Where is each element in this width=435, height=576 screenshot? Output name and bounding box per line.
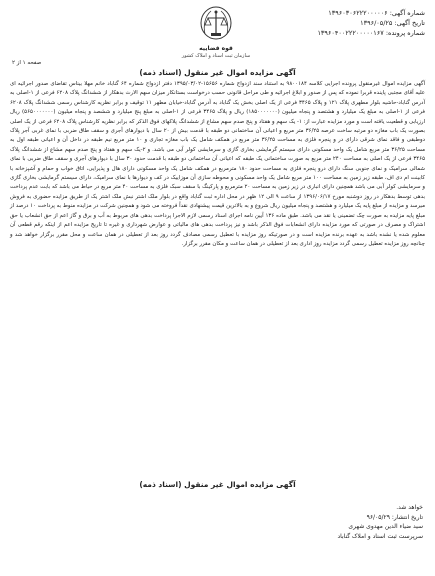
signatory-name: سید ضیاء الدین مهدوی شهری: [348, 523, 423, 530]
publication-date: تاریخ انتشار: ۹۶/۰۵/۲۹: [366, 513, 423, 521]
notice-date: تاریخ آگهی: ۱۳۹۶/۰۵/۲۵: [360, 19, 425, 27]
notice-body: آگهی مزایده اموال غیرمنقول پرونده اجرایی کلاسه ۹۸۰۰۱۸۴ به استناد سند ازدواج شماره ۱۵۶۵۶-۱۳۹۵/۰۳/۰۲ دفتر ازدواج شماره ۶۴ گناباد خانم مهلا بیناس تقاضای صدور اجرائیه ای علیه آقای مجتبی پاینده قربرا نموده که پس از صدور و ابلاغ اجرائیه و طی مراحل قانونی حسب درخواست بستانکار میزان سهم الارث بدهکار از ششدانگ پلاک ۶۲۰۸ فرعی از ۱-اصلی به آدرس گناباد-حاشیه بلوار مطهری پلاک ۱۲۱ و پلاک ۳۴۶۵ فرعی از یک اصلی بخش یک گناباد به آدرس گناباد-خیابان مطهر ۱۱ توقیف و برابر نظریه کارشناس رسمی ششدانگ پلاک ۶۲۰۸ فرعی از ۱-اصلی به مبلغ یک میلیارد و هشتصد و پنجاه میلیون (۱۸۵۰۰۰۰۰۰۰) ریال و پلاک ۳۴۶۵ فرعی از ۱-اصلی به مبلغ پنج میلیارد و ششصد و پنجاه میلیون (۵۶۵۰۰۰۰۰۰۰) ریال ارزیابی و قطعیت یافته است و مورد مزایده عبارت از: ۱- یک سهم و هفتاد و پنج صدم سهم مشاع از ششدانگ پلاکهای فوق الذکر که برابر نظریه کارشناس پلاک ۶۲۰۸ فرعی از یک اصلی بصورت یک باب مغازه دو مرتبه ساخت عرصه ۳۶/۲۵ متر مربع و اعیانی آن ساختمانی دو طبقه با قدمت بیش از ۲۰ سال با دیوارهای آجری و سقف طاق ضربی با نمای غربی آجر پلاک دوطبقی و فاقد نمای شرقی دارای در و پنجره فلزی به مساحت ۳۶/۲۵ متر مربع در همکف شامل یک باب مغازه تجاری و ۱۰ متر مربع نیم طبقه در داخل آن و اعیانی طبقه اول به مساحت ۳۶/۲۵ متر مربع شامل یک واحد مسکونی دارای سیستم گرمایشی بخاری گازی و سرمایشی کولر آبی می باشد. و ۲-یک سهم و هفتاد و پنج صدم سهم مشاع از ششدانگ پلاک ۳۴۶۵ فرعی از یک اصلی به مساحت ۲۴۰ متر مربع به صورت ساختمانی یک طبقه که اعیانی آن ساختمانی دو طبقه با قدمت حدود ۳۰ سال با دیوارهای آجری و سقف طاق ضربی با نمای شمالی سرامیک و نمای جنوبی سنگ دارای درو پنجره فلزی به مساحت حدود ۱۸۰ مترمربع در همکف شامل یک واحد مسکونی دارای هال و پذیرایی، اتاق خواب و حمام و آشپزخانه با کابینت ام دی اف، طبقه زیر زمین به مساحت ۱۰۰ متر مربع شامل یک واحد مسکونی و محوطه سازی آن موزاییک در کف و دیوارها با نمای سرامیک، دارای سیستم گرمایشی بخاری گازی و سرمایشی کولر آبی می باشد همچنین دارای انباری در زیر زمین به مساحت ۲۰ مترمربع و پارکینگ با سقف سبک فلزی به مساحت ۴۰ متر مربع در حیاط می باشد که بابت عدم پرداخت بدهی توسط بدهکار در روز دوشنبه مورخ ۱۳۹۶/۰۶/۱۷ از ساعت ۹ الی ۱۲ ظهر در محل اداره ثبت گناباد واقع در بلوار ملک اشتر نبش ملک اشتر یک از طریق مزایده حضوری به فروش میرسد و مزایده از مبلغ پایه یک میلیارد و هشتصد و پنجاه میلیون ریال شروع و به بالاترین قیمت پیشنهادی نقداً فروخته می شود و همچنین شرکت در مزایده منوط به پرداخت ۱۰ درصد از مبلغ پایه مزایده به صورت چک تضمینی یا نقد می باشد. طبق ماده ۱۳۶ آیین نامه اجرای اسناد رسمی لازم الاجرا پرداخت بدهی های مربوط به آب و برق و گاز اعم از حق انشعاب یا حق اشتراک و مصرف در صورتی که مورد مزایده دارای انشعابات فوق الذکر باشد و نیز پرداخت بدهی های مالیاتی و عوارض شهرداری و غیره تا تاریخ مزایده اعم از اینکه رقم قطعی آن معلوم شده یا نشده باشد به عهده برنده مزایده است و در صورتیکه روز مزایده با تعطیل رسمی مصادف گردد روز بعد از تعطیلی در همان ساعت و محل مقرر برگزار خواهد شد و چنانچه روز مزایده تعطیل رسمی گردد مزایده روز اداری بعد از تعطیلی در همان ساعت و مکان مقرر برگزار.: [10, 81, 426, 247]
judiciary-emblem: [176, 6, 256, 60]
file-number: شماره پرونده: ۱۳۹۶۰۴۰۰۲۲۲۰۰۰۰۰۱۶۷: [317, 29, 425, 37]
notice-number: شماره آگهی: ۱۳۹۶۰۳۰۶۲۲۲۰۰۰۰۰۶: [328, 9, 425, 17]
notice-title-repeat: آگهی مزایده اموال غیر منقول (اسناد ذمه): [139, 480, 296, 489]
org-subtitle: سازمان ثبت اسناد و املاک کشور: [181, 53, 251, 59]
notice-title: آگهی مزایده اموال غیر منقول (اسناد ذمه): [139, 68, 296, 77]
org-name: قوه قضاییه: [199, 45, 233, 52]
page-number: صفحه ۱ از ۲: [12, 60, 42, 66]
signature-closing: خواهد شد.: [396, 504, 423, 511]
scales-of-justice-icon: [199, 6, 233, 44]
signatory-title: سرپرست ثبت اسناد و املاک گناباد: [337, 532, 423, 540]
signature-block: [337, 503, 423, 541]
